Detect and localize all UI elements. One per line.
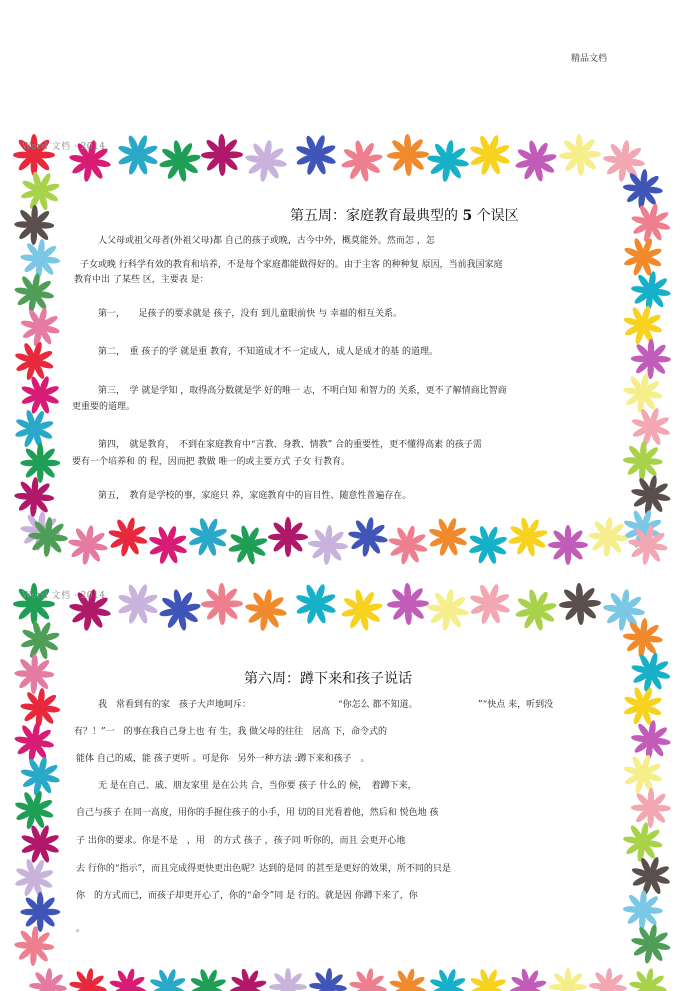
flower-icon: [507, 133, 565, 190]
flower-icon: [151, 133, 209, 190]
flower-icon: [621, 616, 665, 660]
flower-icon: [385, 964, 431, 991]
flower-icon: [346, 965, 390, 991]
flower-icon: [550, 582, 609, 634]
flower-icon: [501, 510, 556, 565]
text-line: 有？！”一 的事在我自己身上也 有 生，我 做父母的往往 居高 下，命令式的: [74, 727, 388, 737]
text-line: 我 常看到有的家 孩子大声地呵斥：: [98, 700, 252, 710]
flower-icon: [288, 133, 343, 183]
flower-icon: [269, 968, 307, 991]
flower-icon: [288, 582, 343, 632]
flower-icon: [625, 402, 676, 453]
flower-icon: [111, 582, 166, 631]
flower-icon: [308, 967, 349, 991]
text-line: 你 的方式而已，而孩子却更开心了，你的“命令”同 是 行的。就是因 你蹲下来了，你: [76, 891, 418, 901]
text-line: 第三， 学 就是学知 ，取得高分数就是学 好的唯一 志，不明白知 和智力的 关系，更不了解情商比智商: [98, 386, 507, 396]
flower-icon: [151, 582, 209, 639]
flower-icon: [627, 920, 674, 967]
flower-icon: [586, 515, 629, 558]
text-line: 能体 自己的威，能 孩子更听 。可是你 另外一种方法 :蹲下来和孩子 。: [76, 754, 370, 764]
flower-icon: [625, 851, 676, 902]
text-line: 子 出你的要求。你是不是 ，用 的方式 孩子 ，孩子同 听你的，而且 会更开心地: [76, 836, 406, 846]
flower-icon: [549, 968, 587, 991]
text-line: 第五， 教育是学校的事，家庭只 养，家庭教育中的盲目性、随意性普遍存在。: [98, 491, 412, 501]
title-text: 第五周：家庭教育最典型的: [290, 208, 458, 224]
text-line: 子女或晚 行科学有效的教育和培养，不是每个家庭都能做得好的。由于主客 的种种复 原因，当前我国家庭: [80, 260, 503, 270]
text-line: 更重要的道理。: [72, 402, 136, 412]
flower-icon: [268, 517, 308, 557]
text-line: 第四， 就是教育， 不到在家庭教育中“言教、身教、情教” 合的重要性，更不懂得高素 的孩子需: [98, 440, 482, 450]
flower-icon: [144, 963, 192, 991]
flower-icon: [345, 514, 391, 560]
flower-icon: [237, 582, 295, 639]
flower-icon: [306, 523, 349, 566]
title-number: 5: [462, 208, 473, 224]
flower-icon: [502, 961, 554, 991]
flower-icon: [622, 440, 664, 482]
flower-icon: [20, 892, 60, 932]
flower-icon: [104, 513, 153, 562]
document-panel-week5: [8, 133, 686, 573]
watermark: Word 文档 · 2014: [22, 142, 106, 152]
flower-icon: [618, 749, 668, 799]
text-line: 自己与孩子 在同一高度，用你的手握住孩子的小手，用 切的目光看着他，然后和 悦色地 孩: [76, 808, 439, 818]
flower-icon: [463, 582, 517, 631]
flower-icon: [461, 518, 514, 571]
text-line: 要有一个培养和 的 程，因而把 教做 唯一的或主要方式 子女 行教育。: [72, 457, 351, 467]
flower-icon: [192, 133, 251, 185]
page-header: 精品文档: [571, 54, 608, 64]
flower-icon: [386, 133, 429, 176]
text-line: 。: [76, 924, 86, 934]
flower-icon: [221, 518, 276, 573]
watermark: Word 文档 · 2014: [22, 591, 106, 601]
text-line: 第二， 重 孩子的学 就是重 教育，不知道成才不一定成人，成人是成才的基 的道理。: [98, 347, 438, 357]
flower-icon: [222, 961, 274, 991]
flower-icon: [65, 522, 111, 568]
flower-icon: [11, 270, 57, 316]
text-line: ”“快点 来，听到没: [478, 700, 554, 710]
flower-icon: [14, 204, 55, 245]
flower-icon: [18, 237, 62, 281]
document-panel-week6: [8, 582, 686, 991]
flower-icon: [626, 965, 670, 991]
section-title-week6: 第六周：蹲下来和孩子说话: [244, 671, 412, 687]
flower-icon: [463, 962, 513, 991]
flower-icon: [192, 582, 251, 634]
flower-icon: [463, 133, 517, 182]
flower-icon: [424, 137, 472, 185]
text-line: 无 是在自己、戚、朋友家里 是在公共 合，当你要 孩子 什么的 候， 着蹲下来，: [98, 781, 417, 791]
flower-icon: [507, 582, 565, 639]
flower-icon: [18, 686, 62, 730]
flower-icon: [548, 525, 588, 565]
flower-icon: [13, 925, 56, 968]
flower-icon: [631, 339, 672, 380]
flower-icon: [11, 719, 57, 765]
flower-icon: [422, 511, 473, 562]
flower-icon: [386, 582, 429, 625]
flower-icon: [622, 889, 664, 931]
flower-icon: [621, 167, 665, 211]
flower-icon: [550, 133, 609, 185]
flower-icon: [588, 967, 629, 991]
text-line: 第一， 足孩子的要求就是 孩子，没有 到儿童眼前快 与 幸福的相互关系。: [98, 309, 402, 319]
flower-icon: [384, 521, 433, 570]
flower-icon: [181, 510, 234, 563]
flower-icon: [105, 964, 151, 991]
title-suffix: 个误区: [476, 208, 519, 224]
flower-icon: [337, 585, 387, 635]
flower-icon: [14, 653, 55, 694]
flower-icon: [237, 133, 295, 190]
flower-icon: [142, 519, 193, 570]
flower-icon: [424, 586, 472, 634]
flower-icon: [183, 962, 233, 991]
flower-icon: [20, 443, 60, 483]
flower-icon: [13, 476, 56, 519]
flower-icon: [13, 613, 67, 667]
flower-icon: [424, 963, 472, 991]
section-title-week5: [290, 205, 519, 225]
text-line: 教育中出 了某些 区，主要表 是：: [74, 275, 209, 285]
flower-icon: [28, 967, 69, 991]
flower-icon: [618, 300, 668, 350]
flower-icon: [66, 965, 110, 991]
flower-icon: [631, 788, 672, 829]
flower-icon: [337, 136, 387, 186]
text-line: 去 行你的“指示”，而且完成得更快更出色呢？达到的是同 的甚至是更好的效果，所不同的只是: [76, 864, 451, 874]
text-line: 人父母或祖父母者(外祖父母)都 自己的孩子或晚，古今中外，概莫能外。然而怎 ，怎: [98, 236, 435, 246]
flower-icon: [111, 133, 166, 182]
text-line: “你怎么 都不知道。: [338, 700, 418, 710]
flower-icon: [13, 164, 67, 218]
